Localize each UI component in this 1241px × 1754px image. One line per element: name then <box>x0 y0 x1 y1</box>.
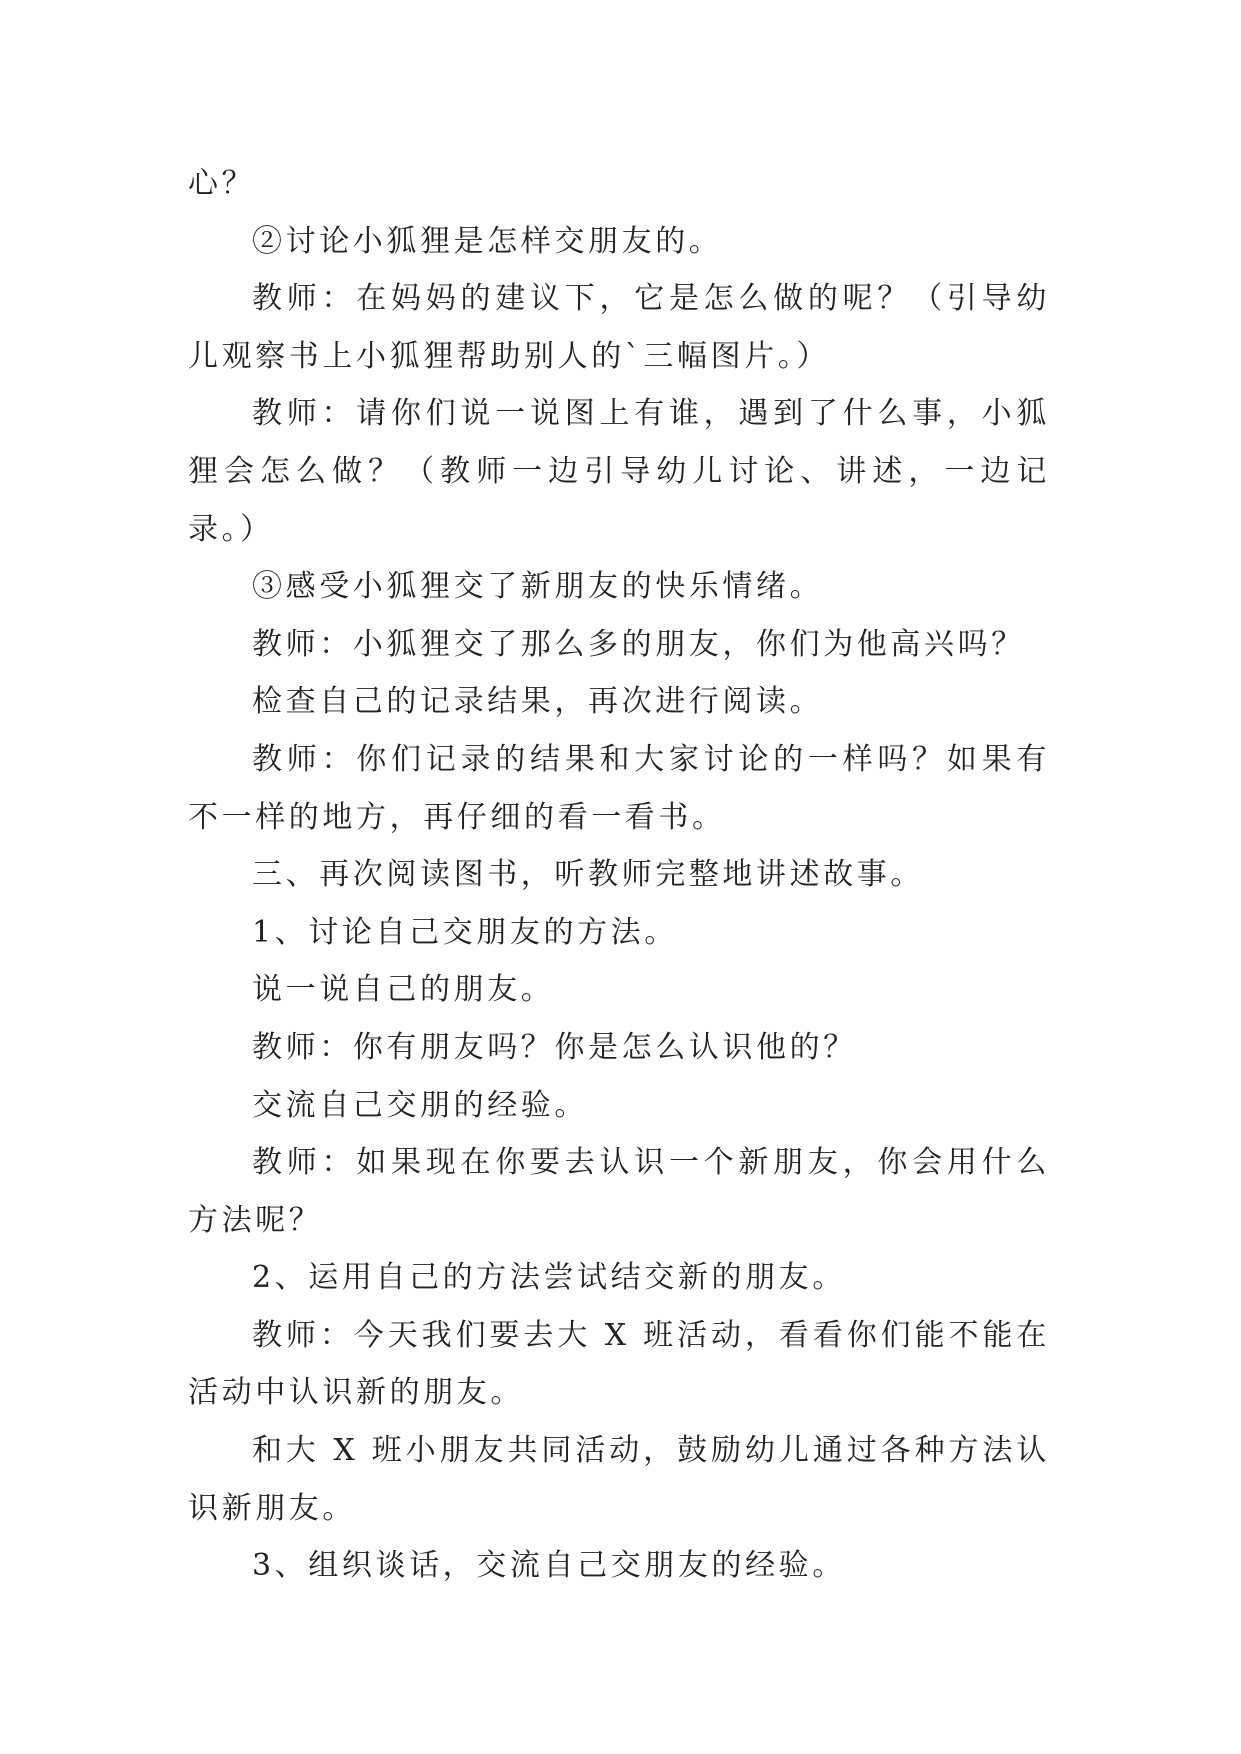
section-heading-3: 三、再次阅读图书，听教师完整地讲述故事。 <box>252 857 924 893</box>
paragraph-4: 教师：请你们说一说图上有谁，遇到了什么事，小狐狸会怎么做？（教师一边引导幼儿讨论、讲述，一边记录。） <box>188 396 1050 547</box>
paragraph-18: 3、组织谈话，交流自己交朋友的经验。 <box>252 1548 846 1584</box>
paragraph-16: 教师：今天我们要去大 X 班活动，看看你们能不能在活动中认识新的朋友。 <box>188 1317 1050 1411</box>
paragraph-6: 教师：小狐狸交了那么多的朋友，你们为他高兴吗？ <box>252 626 1025 662</box>
paragraph-5: ③感受小狐狸交了新朋友的快乐情绪。 <box>252 569 824 605</box>
paragraph-15: 2、运用自己的方法尝试结交新的朋友。 <box>252 1260 846 1296</box>
paragraph-7: 检查自己的记录结果，再次进行阅读。 <box>252 684 824 720</box>
document-body <box>188 155 1050 1595</box>
paragraph-12: 教师：你有朋友吗？你是怎么认识他的？ <box>252 1029 857 1065</box>
paragraph-10: 1、讨论自己交朋友的方法。 <box>252 914 678 950</box>
paragraph-11: 说一说自己的朋友。 <box>252 972 555 1008</box>
paragraph-3: 教师：在妈妈的建议下，它是怎么做的呢？（引导幼儿观察书上小狐狸帮助别人的`三幅图片。） <box>188 281 1050 374</box>
paragraph-2: ②讨论小狐狸是怎样交朋友的。 <box>252 223 723 259</box>
paragraph-14: 教师：如果现在你要去认识一个新朋友，你会用什么方法呢？ <box>188 1145 1050 1238</box>
paragraph-17: 和大 X 班小朋友共同活动，鼓励幼儿通过各种方法认识新朋友。 <box>188 1433 1050 1526</box>
paragraph-1: 心？ <box>188 166 256 201</box>
paragraph-8: 教师：你们记录的结果和大家讨论的一样吗？如果有不一样的地方，再仔细的看一看书。 <box>188 741 1050 835</box>
paragraph-13: 交流自己交朋的经验。 <box>252 1087 588 1123</box>
